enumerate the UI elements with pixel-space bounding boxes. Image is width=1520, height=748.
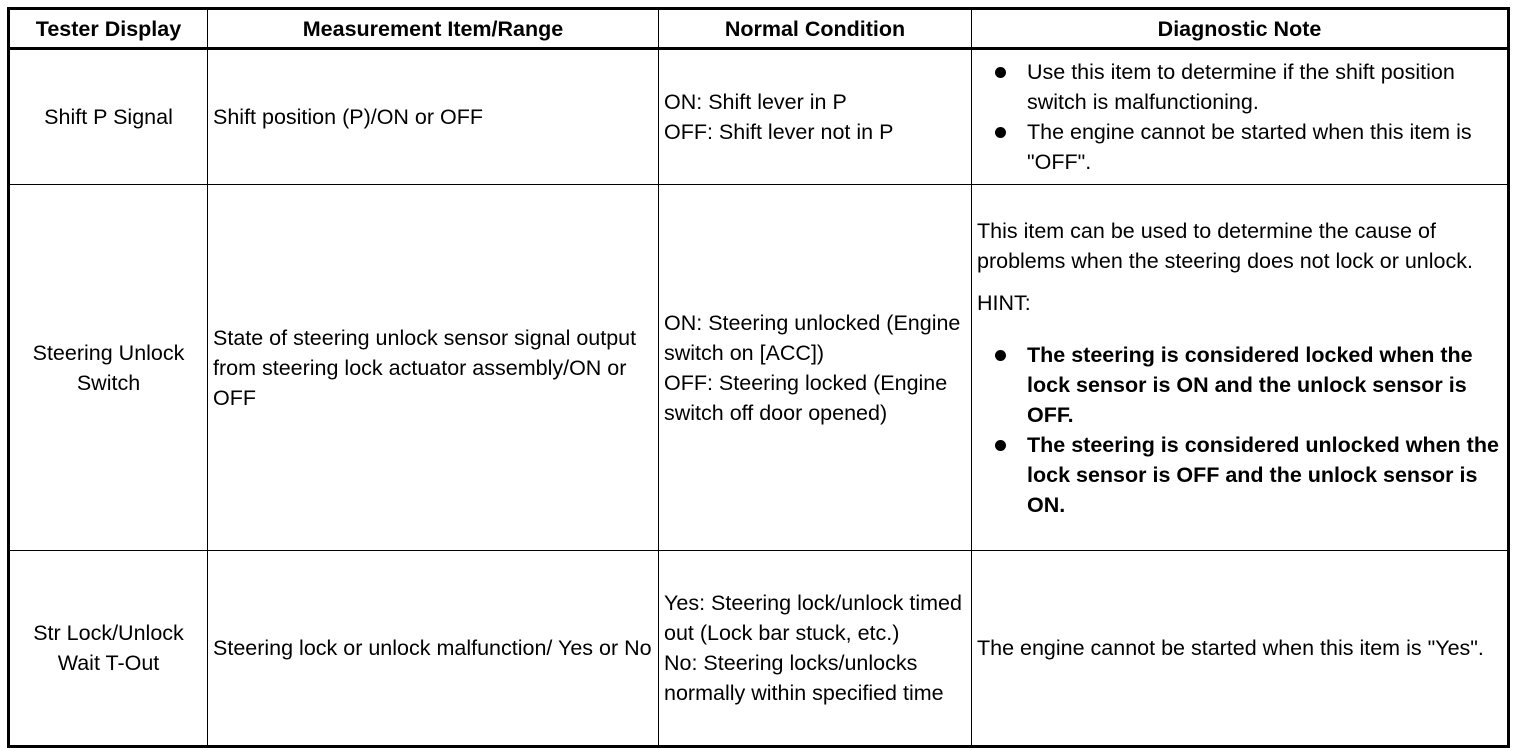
tester-display-cell: Str Lock/Unlock Wait T-Out — [9, 551, 208, 747]
normal-condition-cell — [659, 185, 972, 551]
header-diagnostic-note: Diagnostic Note — [972, 9, 1509, 49]
normal-condition-cell — [659, 49, 972, 185]
note-bullet-list — [977, 340, 1502, 520]
note-bullet-item: Use this item to determine if the shift position switch is malfunctioning. — [977, 57, 1502, 117]
normal-condition-line: OFF: Shift lever not in P — [664, 120, 894, 144]
header-normal-condition: Normal Condition — [659, 9, 972, 49]
table-body — [9, 49, 1509, 747]
note-bullet-item: The steering is considered locked when the lock sensor is ON and the unlock sensor is OFF. — [977, 340, 1502, 430]
tester-display-cell: Shift P Signal — [9, 49, 208, 185]
header-measurement-item: Measurement Item/Range — [208, 9, 659, 49]
note-bullet-list — [977, 57, 1502, 177]
tester-display-cell: Steering Unlock Switch — [9, 185, 208, 551]
note-bullet-item: The engine cannot be started when this item is "OFF". — [977, 117, 1502, 177]
table-row — [9, 185, 1509, 551]
table-row — [9, 551, 1509, 747]
measurement-cell: State of steering unlock sensor signal output from steering lock actuator assembly/ON or OFF — [208, 185, 659, 551]
header-row — [9, 9, 1509, 49]
normal-condition-line: No: Steering locks/unlocks normally within specified time — [664, 651, 944, 705]
header-tester-display: Tester Display — [9, 9, 208, 49]
normal-condition-line: Yes: Steering lock/unlock timed out (Lock bar stuck, etc.) — [664, 591, 962, 645]
measurement-cell: Shift position (P)/ON or OFF — [208, 49, 659, 185]
note-hint-label: HINT: — [977, 290, 1031, 315]
normal-condition-cell — [659, 551, 972, 747]
table-header — [9, 9, 1509, 49]
diagnostic-note-cell: The engine cannot be started when this item is "Yes". — [972, 551, 1509, 747]
table-row — [9, 49, 1509, 185]
diagnostic-table — [7, 7, 1510, 748]
normal-condition-line: ON: Shift lever in P — [664, 90, 847, 114]
diagnostic-note-cell — [972, 185, 1509, 551]
normal-condition-line: OFF: Steering locked (Engine switch off door opened) — [664, 370, 948, 425]
note-bullet-item: The steering is considered unlocked when the lock sensor is OFF and the unlock sensor is ON. — [977, 430, 1502, 520]
measurement-cell: Steering lock or unlock malfunction/ Yes or No — [208, 551, 659, 747]
diagnostic-note-cell — [972, 49, 1509, 185]
normal-condition-line: ON: Steering unlocked (Engine switch on [ACC]) — [664, 310, 961, 365]
note-text: This item can be used to determine the cause of problems when the steering does not lock or unlock. — [977, 218, 1473, 273]
